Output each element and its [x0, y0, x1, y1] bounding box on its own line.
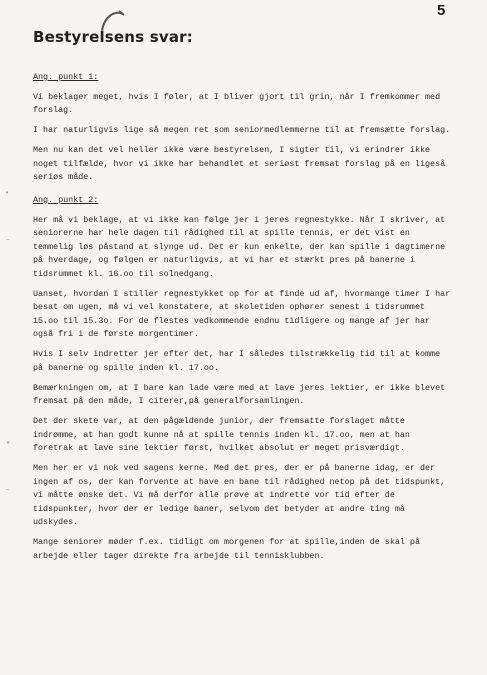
- paragraph: Uanset, hvordan I stiller regnestykket op for at finde ud af, hvormange timer I har besat om ugen, må vi vel konstatere, at skoletiden ophører senest i tidsrummet 15.oo til 15.3o. For de flestes vedkommende endnu tidligere og mange af jer har også fri i de første morgentimer.: [33, 288, 451, 340]
- paragraph: Det der skete var, at den pågældende junior, der fremsatte forslaget måtte indrømme, at han godt kunne nå at spille tennis inden kl. 17.oo, men at han foretrak at lave sine lektier først, hvilket absolut er meget prisværdigt.: [33, 415, 410, 454]
- section-label-punkt-1: Ang. punkt 1:: [33, 72, 99, 82]
- letter-body: [33, 71, 453, 569]
- margin-dash-icon: –: [6, 485, 10, 493]
- paragraph: Men her er vi nok ved sagens kerne. Med det pres, der er på banerne idag, er der ingen af os, der kan forvente at have en bane til rådighed netop på det tidspunkt, vi måtte ønske det. Vi må derfor alle prøve at indrette vor tid efter de tidspunkter, hvor der er ledige baner, selvom det betyder at andre ting må udskydes.: [33, 462, 446, 528]
- margin-dot-icon: •: [5, 189, 10, 197]
- section-label-punkt-2: Ang. punkt 2:: [33, 194, 99, 205]
- page-number: 5: [437, 2, 446, 19]
- paragraph: I har naturligvis lige så megen ret som seniormedlemmerne til at fremsætte forslag.: [33, 125, 451, 136]
- paragraph: Bemærkningen om, at I bare kan lade være med at lave jeres lektier, er ikke blevet fremsat på den måde, I citerer,på generalforsamlingen.: [33, 382, 446, 407]
- paragraph: Her må vi beklage, at vi ikke kan følge jer i jeres regnestykke. Når I skriver, at seniorerne har hele dagen til rådighed til at spille tennis, er det vist en temmelig løs påstand at slynge ud. Det er kun enkelte, der kan spille i dagtimerne på hverdage, og følgen er naturligvis, at vi har et stærkt pres på banerne i tidsrummet kl. 16.oo til solnedgang.: [33, 214, 446, 279]
- margin-dash-icon: –: [6, 235, 10, 243]
- paragraph: Mange seniorer møder f.ex. tidligt om morgenen for at spille,inden de skal på arbejde eller tager direkte fra arbejde til tennisklubben.: [33, 537, 420, 561]
- paragraph: Hvis I selv indretter jer efter det, har I således tilstrækkelig tid til at komme på banerne og spille inden kl. 17.oo.: [33, 349, 441, 373]
- paragraph: Men nu kan det vel heller ikke være bestyrelsen, I sigter til, vi erindrer ikke noget tilfælde, hvor vi ikke har behandlet et seriøst fremsat forslag på en ligeså seriøs måde.: [33, 144, 446, 183]
- page-heading: Bestyrelsens svar:: [33, 28, 193, 46]
- margin-dot-icon: •: [6, 439, 11, 447]
- paragraph: Vi beklager meget, hvis I føler, at I bliver gjort til grin, når I fremkommer med forslag.: [33, 91, 441, 116]
